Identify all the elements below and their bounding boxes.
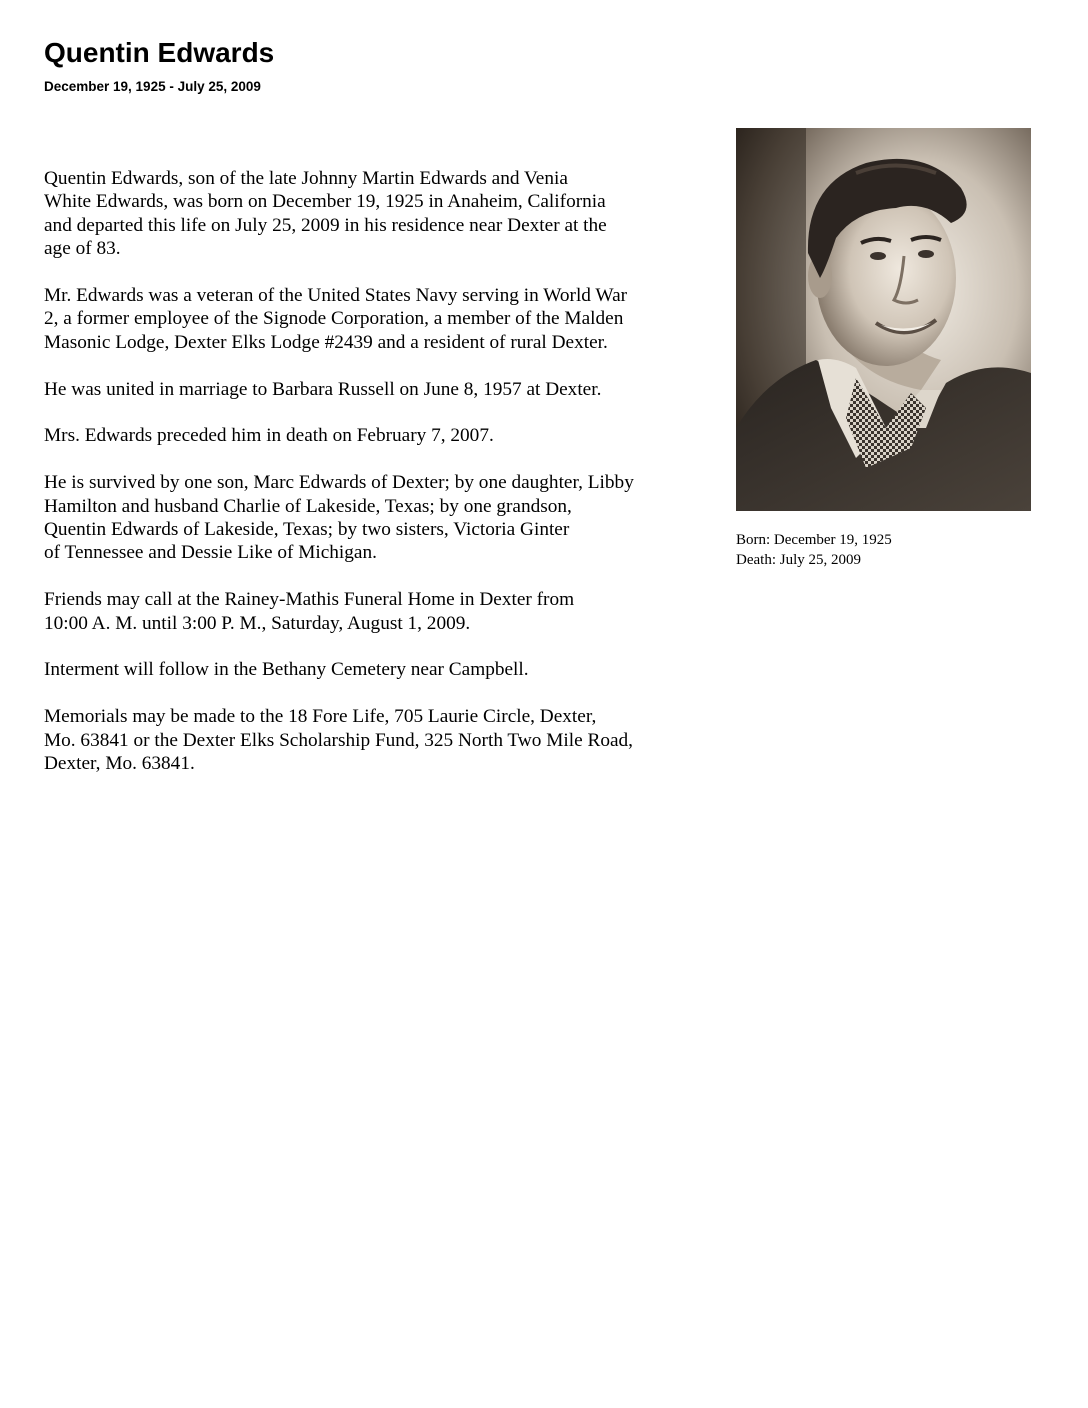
text-line: Quentin Edwards of Lakeside, Texas; by two sisters, Victoria Ginter [44, 519, 570, 541]
born-date: Born: December 19, 1925 [736, 532, 892, 548]
death-date: Death: July 25, 2009 [736, 551, 861, 568]
paragraph-marriage [44, 378, 714, 401]
text-line: Hamilton and husband Charlie of Lakeside, Texas; by one grandson, [44, 495, 572, 517]
paragraph-spouse [44, 424, 714, 447]
text-line: and departed this life on July 25, 2009 in his residence near Dexter at the [44, 214, 607, 236]
text-line: Friends may call at the Rainey-Mathis Funeral Home in Dexter from [44, 589, 575, 611]
text-line: Interment will follow in the Bethany Cemetery near Campbell. [44, 659, 529, 681]
paragraph-visitation [44, 588, 714, 635]
photo-caption [736, 531, 892, 570]
text-line: He was united in marriage to Barbara Russell on June 8, 1957 at Dexter. [44, 378, 602, 400]
text-line: Memorials may be made to the 18 Fore Life, 705 Laurie Circle, Dexter, [44, 706, 597, 728]
text-line: Mrs. Edwards preceded him in death on February 7, 2007. [44, 425, 494, 447]
text-line: Mr. Edwards was a veteran of the United States Navy serving in World War [44, 285, 628, 307]
text-line: Quentin Edwards, son of the late Johnny Martin Edwards and Venia [44, 168, 568, 189]
text-line: age of 83. [44, 238, 121, 260]
text-line: Dexter, Mo. 63841. [44, 753, 195, 775]
paragraph-career [44, 284, 714, 354]
text-line: 10:00 A. M. until 3:00 P. M., Saturday, August 1, 2009. [44, 612, 471, 634]
text-line: White Edwards, was born on December 19, 1925 in Anaheim, California [44, 191, 606, 213]
text-line: Masonic Lodge, Dexter Elks Lodge #2439 and a resident of rural Dexter. [44, 331, 608, 353]
obituary-text [44, 167, 714, 799]
text-line: Mo. 63841 or the Dexter Elks Scholarship Fund, 325 North Two Mile Road, [44, 729, 633, 751]
paragraph-survivors [44, 471, 714, 565]
portrait-photo [736, 128, 1031, 511]
text-line: He is survived by one son, Marc Edwards of Dexter; by one daughter, Libby [44, 472, 634, 494]
text-line: 2, a former employee of the Signode Corporation, a member of the Malden [44, 308, 624, 330]
paragraph-biography [44, 167, 714, 261]
paragraph-interment [44, 658, 714, 681]
paragraph-memorials [44, 705, 714, 775]
text-line: of Tennessee and Dessie Like of Michigan. [44, 542, 377, 564]
portrait-image [736, 128, 1031, 511]
page-title: Quentin Edwards [44, 37, 275, 68]
life-dates: December 19, 1925 - July 25, 2009 [44, 79, 261, 94]
